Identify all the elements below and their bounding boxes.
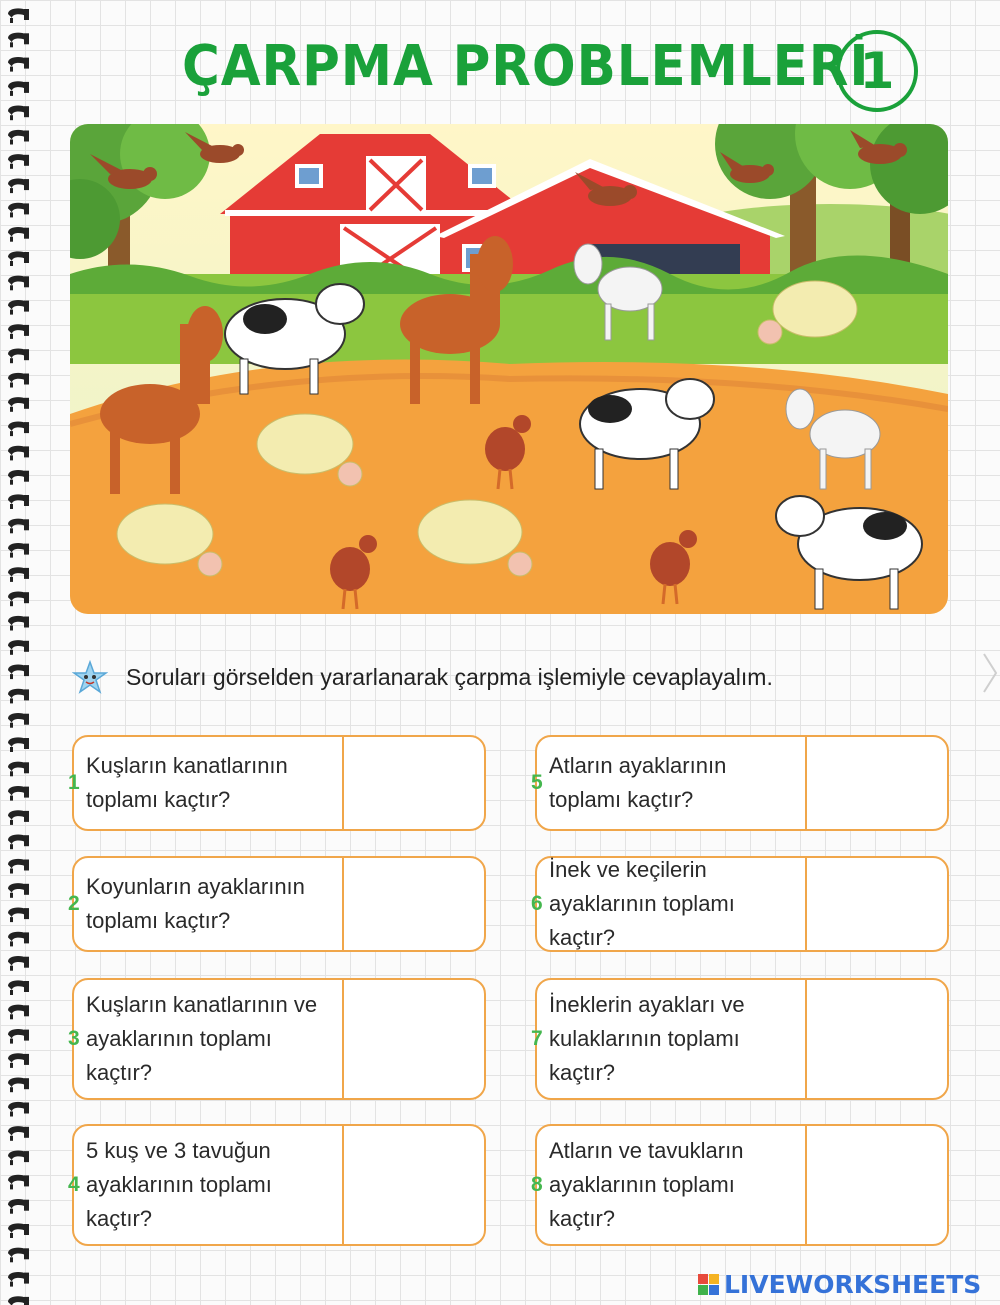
question-number: 8 bbox=[531, 1173, 543, 1196]
question-number: 2 bbox=[68, 892, 80, 915]
question-text: 5 kuş ve 3 tavuğun ayaklarının toplamı kaçtır? bbox=[86, 1138, 272, 1231]
question-text: İneklerin ayakları ve kulaklarının toplamı kaçtır? bbox=[549, 992, 745, 1085]
question-number: 5 bbox=[531, 771, 543, 794]
liveworksheets-brand bbox=[698, 1270, 981, 1300]
answer-input-7[interactable] bbox=[809, 986, 939, 1092]
answer-divider bbox=[342, 980, 344, 1098]
instruction-row bbox=[72, 658, 852, 698]
answer-divider bbox=[805, 737, 807, 829]
question-text: Atların ayaklarının toplamı kaçtır? bbox=[549, 753, 727, 812]
spiral-binding bbox=[2, 0, 36, 1305]
answer-input-2[interactable] bbox=[346, 864, 476, 944]
star-mascot-icon bbox=[72, 660, 108, 696]
answer-input-8[interactable] bbox=[809, 1132, 939, 1238]
question-text: Kuşların kanatlarının ve ayaklarının toplamı kaçtır? bbox=[86, 992, 318, 1085]
question-number: 3 bbox=[68, 1027, 80, 1050]
question-box-4 bbox=[68, 1124, 486, 1246]
question-text: Kuşların kanatlarının toplamı kaçtır? bbox=[86, 753, 288, 812]
question-number: 1 bbox=[68, 771, 80, 794]
farm-scene-illustration bbox=[70, 124, 948, 614]
question-box-5 bbox=[531, 735, 949, 831]
question-text: İnek ve keçilerin ayaklarının toplamı kaçtır? bbox=[549, 857, 735, 950]
question-box-1 bbox=[68, 735, 486, 831]
question-box-8 bbox=[531, 1124, 949, 1246]
title-number-badge: 1 bbox=[836, 30, 918, 112]
question-number: 6 bbox=[531, 892, 543, 915]
next-page-arrow-icon[interactable] bbox=[980, 650, 1000, 696]
question-number: 7 bbox=[531, 1027, 543, 1050]
question-number: 4 bbox=[68, 1173, 80, 1196]
brand-text: LIVEWORKSHEETS bbox=[724, 1270, 982, 1299]
answer-divider bbox=[342, 858, 344, 950]
question-text: Atların ve tavukların ayaklarının toplamı kaçtır? bbox=[549, 1138, 744, 1231]
answer-input-6[interactable] bbox=[809, 864, 939, 944]
answer-divider bbox=[805, 1126, 807, 1244]
answer-input-1[interactable] bbox=[346, 743, 476, 823]
question-text: Koyunların ayaklarının toplamı kaçtır? bbox=[86, 874, 305, 933]
answer-input-3[interactable] bbox=[346, 986, 476, 1092]
answer-divider bbox=[342, 737, 344, 829]
answer-input-4[interactable] bbox=[346, 1132, 476, 1238]
question-box-7 bbox=[531, 978, 949, 1100]
answer-divider bbox=[805, 858, 807, 950]
answer-divider bbox=[805, 980, 807, 1098]
question-box-2 bbox=[68, 856, 486, 952]
liveworksheets-logo-icon bbox=[698, 1274, 720, 1296]
question-box-6 bbox=[531, 856, 949, 952]
instruction-text: Soruları görselden yararlanarak çarpma işlemiyle cevaplayalım. bbox=[126, 664, 773, 690]
page-title: ÇARPMA PROBLEMLERİ bbox=[182, 34, 870, 99]
answer-input-5[interactable] bbox=[809, 743, 939, 823]
question-box-3 bbox=[68, 978, 486, 1100]
answer-divider bbox=[342, 1126, 344, 1244]
